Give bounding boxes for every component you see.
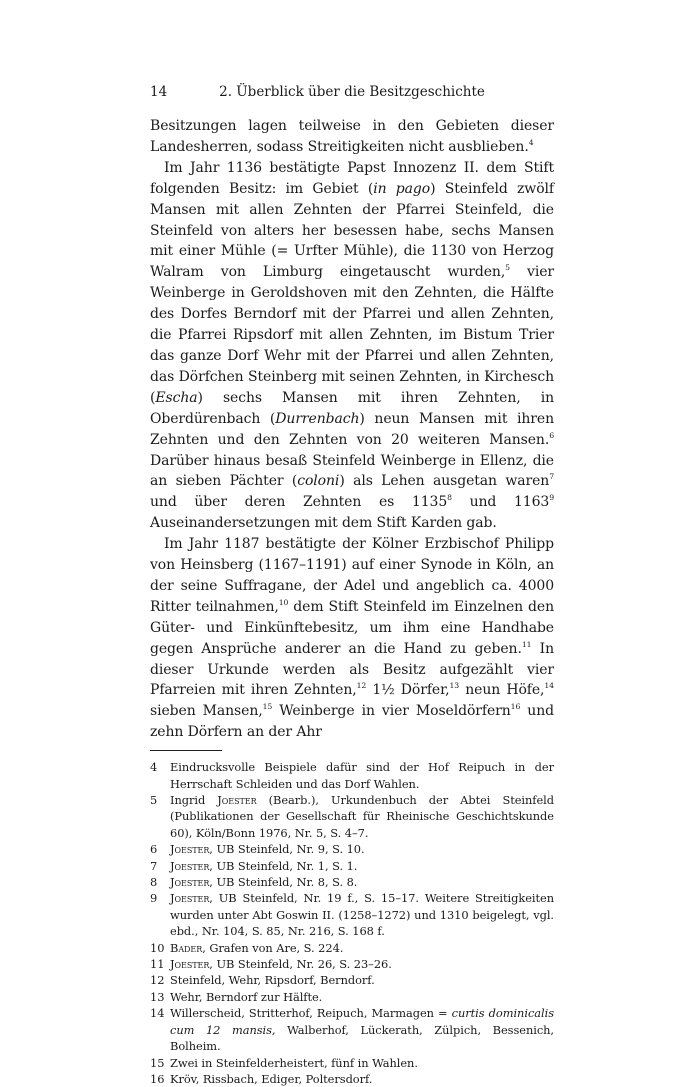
text-run: Walberhof, Lückerath, Zülpich, Bessenich, Bolheim. [170,1022,555,1054]
footnote-text [170,858,554,874]
footnote-number: 14 [150,1006,165,1021]
paragraph-1 [150,116,554,158]
text-run: Weinberge in vier Moseldörfern [272,703,511,720]
text-run: Wehr, Berndorf zur Hälfte. [170,989,323,1004]
footnote-text [170,972,554,988]
author-name: Joester [170,957,210,972]
footnote-text [170,956,554,972]
footnote-number: 13 [150,989,165,1004]
author-name: Joester [217,793,257,807]
paragraph-2 [150,158,554,534]
footnote-11 [150,956,554,972]
latin-term: coloni [297,473,340,490]
text-run: , UB Steinfeld, Nr. 19 f., S. 15–17. Weitere Streitigkeiten wurden unter Abt Goswin II. (1258–1272) und 1310 beigelegt, vgl. ebd., Nr. 104, S. 85, Nr. 216, S. 168 f. [170,891,554,939]
footnote-number: 6 [150,842,158,857]
footnote-ref-7[interactable]: 7 [549,472,554,482]
text-run: , Grafen von Are, S. 224. [202,940,344,955]
footnote-14 [150,1005,554,1054]
footnote-8 [150,874,554,890]
paragraph-3 [150,534,554,743]
main-text [150,116,554,743]
text-run: Ingrid [170,793,218,807]
footnote-ref-10[interactable]: 10 [278,598,289,608]
footnote-text [170,989,554,1005]
latin-term: curtis dominicalis cum 12 mansis, [170,1006,554,1037]
footnote-number: 4 [150,760,158,775]
footnote-ref-4[interactable]: 4 [528,138,534,148]
footnote-ref-6[interactable]: 6 [549,430,554,440]
footnote-text [170,759,554,792]
text-run: ) als Lehen ausgetan waren [339,473,550,490]
footnote-ref-14[interactable]: 14 [544,681,554,691]
footnote-text [170,890,554,939]
footnote-12 [150,972,554,988]
footnote-ref-9[interactable]: 9 [549,493,554,503]
footnote-4 [150,759,554,792]
text-run: ) Steinfeld zwölf Mansen mit allen Zehnten der Pfarrei Steinfeld, die Steinfeld von alters her besessen habe, sechs Mansen mit einer Mühle (= Urfter Mühle), die 1130 von Herzog Walram von Limburg eingetauscht wurden, [150,180,554,281]
text-run: In dieser Urkunde werden als Besitz aufgezählt vier Pfarreien mit ihren Zehnten, [150,640,554,699]
footnote-16 [150,1071,554,1087]
footnote-separator [150,750,222,751]
page-number: 14 [150,84,168,100]
footnote-number: 12 [150,973,165,988]
footnote-ref-11[interactable]: 11 [521,639,532,649]
text-run: Im Jahr 1136 bestätigte Papst Innozenz II. dem Stift folgenden Besitz: im Gebiet ( [150,159,554,197]
author-name: Joester [170,875,210,890]
text-run: vier Weinberge in Geroldshoven mit den Zehnten, die Hälfte des Dorfes Berndorf mit der Pfarrei und allen Zehnten, die Pfarrei Ripsdorf mit allen Zehnten, im Bistum Trier das ganze Dorf Wehr mit der Pfarrei und allen Zehnten, das Dörfchen Steinberg mit seinen Zehnten, in Kirchesch ( [150,264,554,406]
footnote-13 [150,989,554,1005]
latin-term: Durrenbach [275,410,360,427]
footnote-number: 15 [150,1055,165,1070]
footnote-text [170,841,554,857]
text-run: , UB Steinfeld, Nr. 1, S. 1. [209,858,358,873]
text-run: Besitzungen lagen teilweise in den Gebieten dieser Landesherren, sodass Streitigkeiten nicht ausblieben. [150,118,554,155]
latin-term: in pago [373,180,431,197]
author-name: Joester [170,842,210,857]
author-name: Joester [170,858,210,873]
text-run: 1½ Dörfer, [366,682,450,699]
page-header [150,84,554,106]
footnote-number: 10 [150,940,165,955]
latin-term: Escha [155,389,198,406]
text-run: und zehn Dörfern an der Ahr [150,703,554,741]
footnote-number: 7 [150,858,158,873]
text-run: Kröv, Rissbach, Ediger, Poltersdorf. [170,1071,373,1086]
footnote-number: 16 [150,1071,165,1086]
footnote-15 [150,1055,554,1071]
text-run: und 1163 [451,494,550,511]
text-run: , UB Steinfeld, Nr. 8, S. 8. [209,875,358,890]
text-run: ) sechs Mansen mit ihren Zehnten, in Oberdürenbach ( [150,389,554,427]
author-name: Joester [170,891,210,906]
text-run: neun Höfe, [459,682,545,699]
footnote-text [170,1071,554,1087]
text-run: , UB Steinfeld, Nr. 9, S. 10. [209,842,365,857]
text-run: Im Jahr 1187 bestätigte der Kölner Erzbischof Philipp von Heinsberg (1167–1191) auf einer Synode in Köln, an der seine Suffragane, der Adel und angeblich ca. 4000 Ritter teilnahmen, [150,536,554,615]
footnote-10 [150,940,554,956]
text-run: sieben Mansen, [150,703,263,720]
footnote-ref-12[interactable]: 12 [356,681,367,691]
footnote-ref-13[interactable]: 13 [449,681,460,691]
text-run: ) neun Mansen mit ihren Zehnten und den Zehnten von 20 weiteren Mansen. [150,410,554,448]
footnotes [150,759,554,1087]
text-run: Willerscheid, Stritterhof, Reipuch, Marmagen = [170,1006,452,1021]
footnote-ref-16[interactable]: 16 [510,702,521,712]
running-head: 2. Überblick über die Besitzgeschichte [219,84,485,100]
footnote-text [170,1005,554,1054]
footnote-6 [150,841,554,857]
footnote-text [170,1055,554,1071]
text-run: Zwei in Steinfelderheistert, fünf in Wahlen. [170,1055,418,1070]
footnote-9 [150,890,554,939]
footnote-ref-5[interactable]: 5 [505,263,510,273]
footnote-7 [150,858,554,874]
footnote-number: 11 [150,957,165,972]
text-run: dem Stift Steinfeld im Einzelnen den Güter- und Einkünftebesitz, um ihm eine Handhabe gegen Ansprüche anderer an die Hand zu geben. [150,598,554,657]
footnote-ref-15[interactable]: 15 [262,702,273,712]
footnote-text [170,940,554,956]
text-run: , UB Steinfeld, Nr. 26, S. 23–26. [209,957,392,972]
footnote-5 [150,792,554,841]
text-run: Eindrucksvolle Beispiele dafür sind der Hof Reipuch in der Herrschaft Schleiden und das Dorf Wahlen. [170,760,554,791]
text-run: und über deren Zehnten es 1135 [150,494,448,511]
author-name: Bader [170,940,203,955]
text-run: (Bearb.), Urkundenbuch der Abtei Steinfeld (Publikationen der Gesellschaft für Rheinische Geschichtskunde 60), Köln/Bonn 1976, Nr. 5, S. 4–7. [170,793,554,840]
text-run: Auseinandersetzungen mit dem Stift Karden gab. [150,515,497,532]
footnote-text [170,874,554,890]
book-page [150,84,554,1087]
footnote-ref-8[interactable]: 8 [447,493,452,503]
footnote-number: 5 [150,793,158,807]
footnote-number: 8 [150,875,158,890]
footnote-text [170,792,554,841]
text-run: Steinfeld, Wehr, Ripsdorf, Berndorf. [170,973,375,988]
footnote-number: 9 [150,891,158,906]
text-run: Darüber hinaus besaß Steinfeld Weinberge in Ellenz, die an sieben Pächter ( [150,452,554,490]
